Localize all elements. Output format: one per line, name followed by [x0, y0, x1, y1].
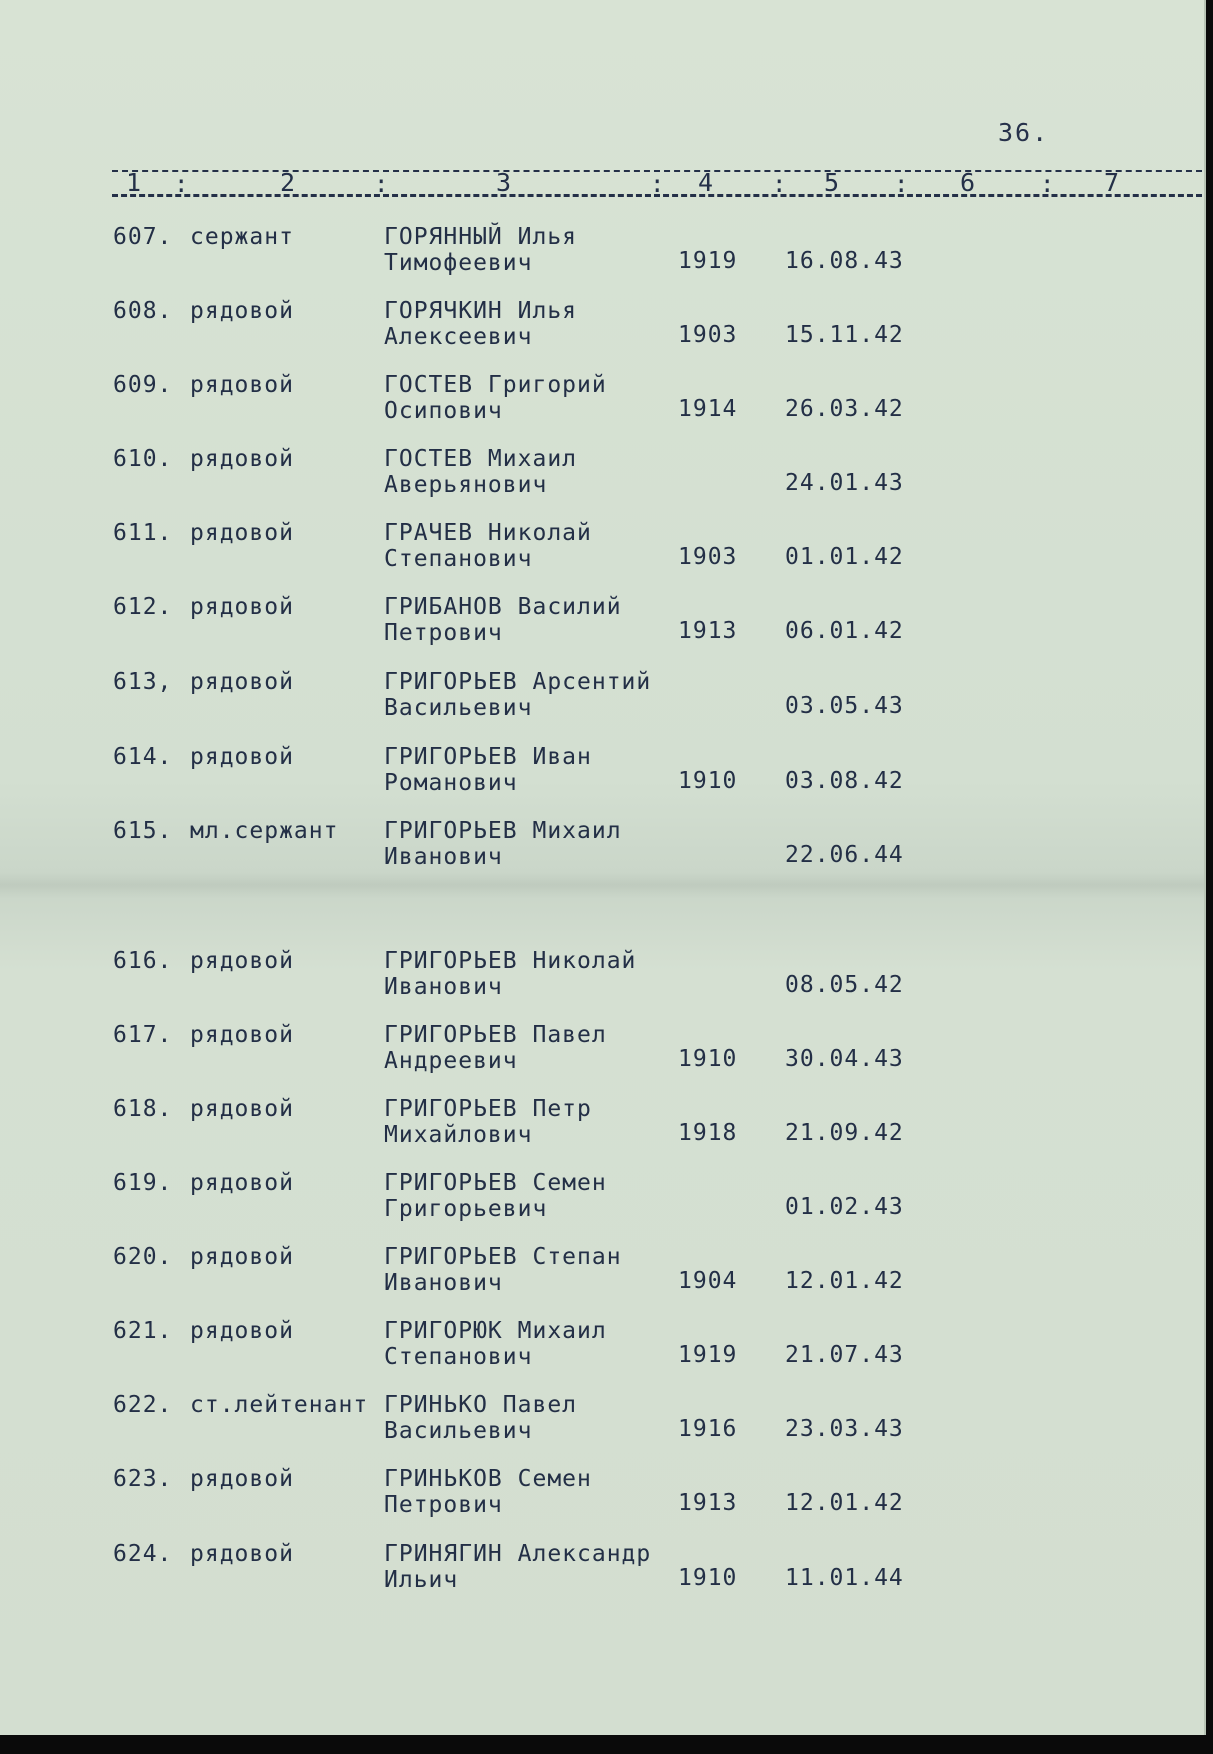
- entry-number: 622.: [113, 1392, 173, 1418]
- entry-birth-year: 1919: [678, 1342, 738, 1368]
- entry-birth-year: 1910: [678, 1565, 738, 1591]
- entry-rank: рядовой: [190, 1466, 294, 1492]
- entry-patronymic: Андреевич: [384, 1048, 518, 1074]
- entry-number: 615.: [113, 818, 173, 844]
- column-separator: :: [174, 170, 189, 198]
- entry-surname-name: ГОРЯННЫЙ Илья: [384, 224, 578, 250]
- column-separator: :: [1040, 170, 1055, 198]
- list-entry: [0, 1096, 1204, 1158]
- entry-birth-year: 1903: [678, 544, 738, 570]
- list-entry: [0, 298, 1204, 360]
- entry-rank: рядовой: [190, 1022, 294, 1048]
- entry-number: 621.: [113, 1318, 173, 1344]
- entry-date: 15.11.42: [785, 322, 904, 348]
- entry-rank: рядовой: [190, 1244, 294, 1270]
- entry-number: 610.: [113, 446, 173, 472]
- entry-date: 01.01.42: [785, 544, 904, 570]
- entry-birth-year: 1910: [678, 768, 738, 794]
- list-entry: [0, 594, 1204, 656]
- entry-surname-name: ГРИНЬКО Павел: [384, 1392, 578, 1418]
- column-separator: :: [374, 170, 389, 198]
- list-entry: [0, 1170, 1204, 1232]
- entry-patronymic: Иванович: [384, 844, 503, 870]
- list-entry: [0, 520, 1204, 582]
- entry-surname-name: ГОСТЕВ Михаил: [384, 446, 578, 472]
- entry-patronymic: Петрович: [384, 620, 503, 646]
- entry-rank: рядовой: [190, 948, 294, 974]
- list-entry: [0, 1244, 1204, 1306]
- entry-date: 30.04.43: [785, 1046, 904, 1072]
- list-entry: [0, 224, 1204, 286]
- entry-patronymic: Григорьевич: [384, 1196, 548, 1222]
- entry-patronymic: Васильевич: [384, 1418, 533, 1444]
- entry-patronymic: Алексеевич: [384, 324, 533, 350]
- entry-date: 01.02.43: [785, 1194, 904, 1220]
- entry-date: 21.09.42: [785, 1120, 904, 1146]
- entry-number: 613,: [113, 669, 173, 695]
- entry-surname-name: ГОСТЕВ Григорий: [384, 372, 607, 398]
- entry-patronymic: Иванович: [384, 1270, 503, 1296]
- column-header-row: [112, 166, 1202, 200]
- column-separator: :: [894, 170, 909, 198]
- entry-surname-name: ГОРЯЧКИН Илья: [384, 298, 578, 324]
- entry-number: 616.: [113, 948, 173, 974]
- column-number-3: 3: [496, 168, 512, 197]
- column-number-5: 5: [824, 168, 840, 197]
- entry-patronymic: Аверьянович: [384, 472, 548, 498]
- entry-number: 614.: [113, 744, 173, 770]
- entry-date: 21.07.43: [785, 1342, 904, 1368]
- page-number: 36.: [998, 118, 1050, 147]
- entry-date: 22.06.44: [785, 842, 904, 868]
- entry-surname-name: ГРИГОРЬЕВ Арсентий: [384, 669, 652, 695]
- entry-number: 611.: [113, 520, 173, 546]
- entry-patronymic: Михайлович: [384, 1122, 533, 1148]
- entry-number: 620.: [113, 1244, 173, 1270]
- entry-date: 03.05.43: [785, 693, 904, 719]
- entry-patronymic: Осипович: [384, 398, 503, 424]
- entry-rank: рядовой: [190, 446, 294, 472]
- entry-patronymic: Степанович: [384, 546, 533, 572]
- entry-rank: рядовой: [190, 298, 294, 324]
- entry-date: 08.05.42: [785, 972, 904, 998]
- entry-rank: мл.сержант: [190, 818, 339, 844]
- entry-birth-year: 1919: [678, 248, 738, 274]
- list-entry: [0, 446, 1204, 508]
- entry-birth-year: 1914: [678, 396, 738, 422]
- list-entry: [0, 1541, 1204, 1603]
- entry-birth-year: 1910: [678, 1046, 738, 1072]
- entry-date: 24.01.43: [785, 470, 904, 496]
- column-number-4: 4: [698, 168, 714, 197]
- list-entry: [0, 1318, 1204, 1380]
- entry-number: 623.: [113, 1466, 173, 1492]
- list-entry: [0, 1466, 1204, 1528]
- entry-rank: рядовой: [190, 520, 294, 546]
- entry-rank: рядовой: [190, 1096, 294, 1122]
- entry-number: 608.: [113, 298, 173, 324]
- entry-surname-name: ГРИНЯГИН Александр: [384, 1541, 652, 1567]
- entry-date: 26.03.42: [785, 396, 904, 422]
- entry-rank: рядовой: [190, 744, 294, 770]
- entry-number: 607.: [113, 224, 173, 250]
- entry-birth-year: 1903: [678, 322, 738, 348]
- list-entry: [0, 669, 1204, 731]
- column-number-2: 2: [280, 168, 296, 197]
- entry-birth-year: 1913: [678, 618, 738, 644]
- entry-surname-name: ГРИГОРЬЕВ Семен: [384, 1170, 607, 1196]
- entry-rank: рядовой: [190, 1318, 294, 1344]
- entry-surname-name: ГРИГОРЬЕВ Иван: [384, 744, 592, 770]
- entry-number: 619.: [113, 1170, 173, 1196]
- entry-rank: рядовой: [190, 594, 294, 620]
- entry-surname-name: ГРИНЬКОВ Семен: [384, 1466, 592, 1492]
- entry-number: 617.: [113, 1022, 173, 1048]
- entry-surname-name: ГРИГОРЬЕВ Николай: [384, 948, 637, 974]
- column-number-1: 1: [126, 168, 142, 197]
- entry-birth-year: 1916: [678, 1416, 738, 1442]
- entry-surname-name: ГРИБАНОВ Василий: [384, 594, 622, 620]
- list-entry: [0, 948, 1204, 1010]
- list-entry: [0, 1392, 1204, 1454]
- entry-patronymic: Иванович: [384, 974, 503, 1000]
- entry-patronymic: Тимофеевич: [384, 250, 533, 276]
- entry-rank: рядовой: [190, 372, 294, 398]
- entry-rank: рядовой: [190, 669, 294, 695]
- entry-birth-year: 1918: [678, 1120, 738, 1146]
- entry-surname-name: ГРИГОРЬЕВ Петр: [384, 1096, 592, 1122]
- entry-number: 609.: [113, 372, 173, 398]
- list-entry: [0, 818, 1204, 880]
- entry-surname-name: ГРИГОРЬЕВ Павел: [384, 1022, 607, 1048]
- list-entry: [0, 744, 1204, 806]
- entry-rank: сержант: [190, 224, 294, 250]
- list-entry: [0, 372, 1204, 434]
- column-separator: :: [772, 170, 787, 198]
- entry-rank: рядовой: [190, 1170, 294, 1196]
- entry-number: 618.: [113, 1096, 173, 1122]
- entry-patronymic: Романович: [384, 770, 518, 796]
- entry-date: 12.01.42: [785, 1268, 904, 1294]
- column-separator: :: [650, 170, 665, 198]
- entry-date: 11.01.44: [785, 1565, 904, 1591]
- entry-number: 612.: [113, 594, 173, 620]
- entry-patronymic: Ильич: [384, 1567, 459, 1593]
- entry-birth-year: 1904: [678, 1268, 738, 1294]
- entry-date: 03.08.42: [785, 768, 904, 794]
- entry-number: 624.: [113, 1541, 173, 1567]
- entry-surname-name: ГРИГОРЬЕВ Степан: [384, 1244, 622, 1270]
- list-entry: [0, 1022, 1204, 1084]
- entry-patronymic: Петрович: [384, 1492, 503, 1518]
- entry-birth-year: 1913: [678, 1490, 738, 1516]
- entry-patronymic: Степанович: [384, 1344, 533, 1370]
- entry-patronymic: Васильевич: [384, 695, 533, 721]
- entry-date: 06.01.42: [785, 618, 904, 644]
- column-number-6: 6: [960, 168, 976, 197]
- entry-date: 23.03.43: [785, 1416, 904, 1442]
- entry-surname-name: ГРИГОРЮК Михаил: [384, 1318, 607, 1344]
- entry-surname-name: ГРАЧЕВ Николай: [384, 520, 592, 546]
- entry-rank: ст.лейтенант: [190, 1392, 369, 1418]
- entry-rank: рядовой: [190, 1541, 294, 1567]
- column-number-7: 7: [1104, 168, 1120, 197]
- entry-date: 12.01.42: [785, 1490, 904, 1516]
- entry-date: 16.08.43: [785, 248, 904, 274]
- entry-surname-name: ГРИГОРЬЕВ Михаил: [384, 818, 622, 844]
